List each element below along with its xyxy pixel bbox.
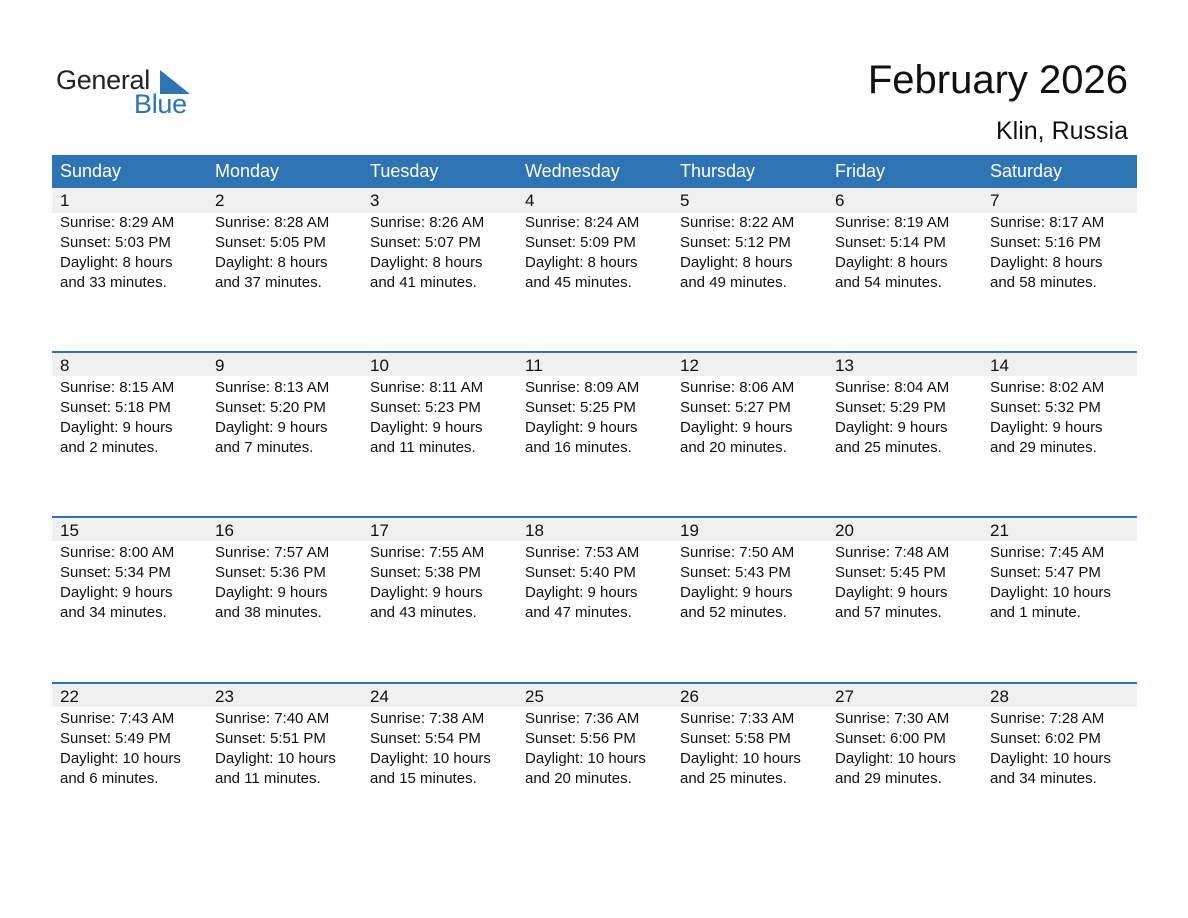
weekday-tuesday: Tuesday xyxy=(370,161,439,181)
day-number: 3 xyxy=(370,191,380,210)
day-number: 17 xyxy=(370,521,389,540)
sunset-text: Sunset: 5:03 PM xyxy=(60,234,171,251)
sunset-text: Sunset: 5:34 PM xyxy=(60,564,171,581)
sunrise-text: Sunrise: 7:33 AM xyxy=(680,710,795,727)
day-number: 27 xyxy=(835,687,854,706)
daylight-text: Daylight: 8 hours xyxy=(835,254,948,271)
sunset-text: Sunset: 5:54 PM xyxy=(370,730,481,747)
sunset-text: Sunset: 5:56 PM xyxy=(525,730,636,747)
daylight-minutes-text: and 57 minutes. xyxy=(835,604,942,621)
weekday-friday: Friday xyxy=(835,161,886,181)
day-number: 16 xyxy=(215,521,234,540)
sunrise-text: Sunrise: 8:17 AM xyxy=(990,214,1105,231)
sunrise-text: Sunrise: 8:02 AM xyxy=(990,379,1105,396)
sunset-text: Sunset: 5:45 PM xyxy=(835,564,946,581)
daylight-minutes-text: and 34 minutes. xyxy=(990,770,1097,787)
weekday-saturday: Saturday xyxy=(990,161,1063,181)
daylight-text: Daylight: 9 hours xyxy=(525,584,638,601)
daylight-minutes-text: and 38 minutes. xyxy=(215,604,322,621)
weekday-thursday: Thursday xyxy=(680,161,756,181)
day-number: 28 xyxy=(990,687,1009,706)
day-cell xyxy=(207,518,362,658)
day-cell xyxy=(52,188,207,328)
day-cell xyxy=(517,188,672,328)
daylight-minutes-text: and 7 minutes. xyxy=(215,439,314,456)
sunrise-text: Sunrise: 7:48 AM xyxy=(835,544,950,561)
day-cell xyxy=(207,188,362,328)
sunset-text: Sunset: 5:09 PM xyxy=(525,234,636,251)
day-cell xyxy=(207,684,362,824)
day-cell xyxy=(362,188,517,328)
sunrise-text: Sunrise: 7:57 AM xyxy=(215,544,330,561)
day-cell xyxy=(672,518,827,658)
day-cell xyxy=(827,684,982,824)
daylight-minutes-text: and 15 minutes. xyxy=(370,770,477,787)
sunrise-text: Sunrise: 8:00 AM xyxy=(60,544,175,561)
sunrise-text: Sunrise: 7:53 AM xyxy=(525,544,640,561)
day-cell xyxy=(982,353,1137,493)
sunrise-text: Sunrise: 8:13 AM xyxy=(215,379,330,396)
daylight-text: Daylight: 8 hours xyxy=(680,254,793,271)
day-number: 10 xyxy=(370,356,389,375)
sunrise-text: Sunrise: 7:43 AM xyxy=(60,710,175,727)
daylight-text: Daylight: 9 hours xyxy=(680,419,793,436)
day-number: 7 xyxy=(990,191,1000,210)
daylight-text: Daylight: 9 hours xyxy=(215,584,328,601)
day-cell xyxy=(672,684,827,824)
day-number: 26 xyxy=(680,687,699,706)
day-cell xyxy=(827,518,982,658)
daylight-text: Daylight: 8 hours xyxy=(215,254,328,271)
day-cell xyxy=(517,518,672,658)
day-number: 4 xyxy=(525,191,535,210)
day-number: 15 xyxy=(60,521,79,540)
sunrise-text: Sunrise: 7:50 AM xyxy=(680,544,795,561)
sunrise-text: Sunrise: 8:09 AM xyxy=(525,379,640,396)
sunrise-text: Sunrise: 7:30 AM xyxy=(835,710,950,727)
daylight-text: Daylight: 10 hours xyxy=(370,750,491,767)
month-title: February 2026 xyxy=(867,58,1128,102)
daylight-text: Daylight: 10 hours xyxy=(680,750,801,767)
calendar-week-row xyxy=(52,188,1137,328)
sunset-text: Sunset: 5:23 PM xyxy=(370,399,481,416)
day-cell xyxy=(362,518,517,658)
sunrise-text: Sunrise: 8:15 AM xyxy=(60,379,175,396)
day-number: 5 xyxy=(680,191,690,210)
day-number: 14 xyxy=(990,356,1009,375)
sunrise-text: Sunrise: 8:28 AM xyxy=(215,214,330,231)
day-cell xyxy=(982,684,1137,824)
day-number: 24 xyxy=(370,687,389,706)
sunset-text: Sunset: 5:40 PM xyxy=(525,564,636,581)
daylight-minutes-text: and 6 minutes. xyxy=(60,770,159,787)
sunset-text: Sunset: 5:25 PM xyxy=(525,399,636,416)
day-number: 23 xyxy=(215,687,234,706)
sunrise-text: Sunrise: 7:28 AM xyxy=(990,710,1105,727)
sunset-text: Sunset: 5:32 PM xyxy=(990,399,1101,416)
sunrise-text: Sunrise: 8:26 AM xyxy=(370,214,485,231)
day-cell xyxy=(982,188,1137,328)
day-cell xyxy=(827,188,982,328)
daylight-text: Daylight: 10 hours xyxy=(990,750,1111,767)
sunset-text: Sunset: 5:43 PM xyxy=(680,564,791,581)
daylight-minutes-text: and 52 minutes. xyxy=(680,604,787,621)
sunrise-text: Sunrise: 7:45 AM xyxy=(990,544,1105,561)
logo-text-general: General xyxy=(56,65,150,95)
daylight-text: Daylight: 8 hours xyxy=(525,254,638,271)
day-cell xyxy=(672,353,827,493)
daylight-minutes-text: and 34 minutes. xyxy=(60,604,167,621)
daylight-minutes-text: and 20 minutes. xyxy=(525,770,632,787)
daylight-text: Daylight: 8 hours xyxy=(990,254,1103,271)
sunset-text: Sunset: 5:38 PM xyxy=(370,564,481,581)
sunset-text: Sunset: 5:07 PM xyxy=(370,234,481,251)
day-number: 25 xyxy=(525,687,544,706)
sunrise-text: Sunrise: 8:11 AM xyxy=(370,379,484,396)
daylight-text: Daylight: 8 hours xyxy=(370,254,483,271)
daylight-text: Daylight: 9 hours xyxy=(370,584,483,601)
sunrise-text: Sunrise: 8:24 AM xyxy=(525,214,640,231)
sunrise-text: Sunrise: 7:36 AM xyxy=(525,710,640,727)
sunrise-text: Sunrise: 7:38 AM xyxy=(370,710,485,727)
day-cell xyxy=(52,518,207,658)
sunset-text: Sunset: 5:05 PM xyxy=(215,234,326,251)
daylight-text: Daylight: 9 hours xyxy=(60,419,173,436)
sunset-text: Sunset: 5:14 PM xyxy=(835,234,946,251)
day-number: 6 xyxy=(835,191,845,210)
calendar-week-row xyxy=(52,516,1137,656)
day-cell xyxy=(517,684,672,824)
weekday-header xyxy=(52,155,1137,188)
sunset-text: Sunset: 5:47 PM xyxy=(990,564,1101,581)
day-cell xyxy=(362,353,517,493)
generalblue-logo xyxy=(56,64,206,120)
day-number: 11 xyxy=(525,356,543,375)
daylight-minutes-text: and 11 minutes. xyxy=(370,439,476,456)
daylight-minutes-text: and 54 minutes. xyxy=(835,274,942,291)
day-cell xyxy=(362,684,517,824)
day-number: 2 xyxy=(215,191,225,210)
calendar-week-row xyxy=(52,682,1137,822)
day-number: 21 xyxy=(990,521,1009,540)
sunset-text: Sunset: 5:51 PM xyxy=(215,730,326,747)
daylight-text: Daylight: 8 hours xyxy=(60,254,173,271)
calendar-week-row xyxy=(52,351,1137,491)
daylight-text: Daylight: 10 hours xyxy=(835,750,956,767)
day-cell xyxy=(207,353,362,493)
location-label: Klin, Russia xyxy=(996,117,1128,145)
daylight-minutes-text: and 25 minutes. xyxy=(680,770,787,787)
daylight-minutes-text: and 2 minutes. xyxy=(60,439,159,456)
day-number: 9 xyxy=(215,356,225,375)
daylight-text: Daylight: 10 hours xyxy=(990,584,1111,601)
weekday-wednesday: Wednesday xyxy=(525,161,620,181)
day-number: 19 xyxy=(680,521,699,540)
daylight-minutes-text: and 41 minutes. xyxy=(370,274,477,291)
day-cell xyxy=(982,518,1137,658)
sunrise-text: Sunrise: 7:40 AM xyxy=(215,710,330,727)
daylight-text: Daylight: 9 hours xyxy=(60,584,173,601)
daylight-text: Daylight: 9 hours xyxy=(835,419,948,436)
sunrise-text: Sunrise: 8:29 AM xyxy=(60,214,175,231)
sunset-text: Sunset: 5:18 PM xyxy=(60,399,171,416)
sunset-text: Sunset: 5:27 PM xyxy=(680,399,791,416)
sunset-text: Sunset: 5:16 PM xyxy=(990,234,1101,251)
daylight-text: Daylight: 9 hours xyxy=(370,419,483,436)
daylight-minutes-text: and 29 minutes. xyxy=(990,439,1097,456)
logo-text-blue: Blue xyxy=(134,89,187,119)
day-number: 8 xyxy=(60,356,70,375)
weekday-sunday: Sunday xyxy=(60,161,122,181)
sunset-text: Sunset: 5:36 PM xyxy=(215,564,326,581)
day-number: 13 xyxy=(835,356,854,375)
day-number: 20 xyxy=(835,521,854,540)
daylight-minutes-text: and 11 minutes. xyxy=(215,770,321,787)
daylight-minutes-text: and 33 minutes. xyxy=(60,274,167,291)
sunset-text: Sunset: 5:58 PM xyxy=(680,730,791,747)
sunset-text: Sunset: 5:20 PM xyxy=(215,399,326,416)
daylight-text: Daylight: 9 hours xyxy=(835,584,948,601)
weekday-monday: Monday xyxy=(215,161,280,181)
daylight-minutes-text: and 20 minutes. xyxy=(680,439,787,456)
sunset-text: Sunset: 6:00 PM xyxy=(835,730,946,747)
sunrise-text: Sunrise: 8:04 AM xyxy=(835,379,950,396)
day-cell xyxy=(517,353,672,493)
daylight-text: Daylight: 10 hours xyxy=(215,750,336,767)
daylight-minutes-text: and 29 minutes. xyxy=(835,770,942,787)
day-cell xyxy=(672,188,827,328)
daylight-minutes-text: and 49 minutes. xyxy=(680,274,787,291)
day-cell xyxy=(52,684,207,824)
day-cell xyxy=(827,353,982,493)
daylight-text: Daylight: 9 hours xyxy=(990,419,1103,436)
daylight-minutes-text: and 47 minutes. xyxy=(525,604,632,621)
daylight-minutes-text: and 16 minutes. xyxy=(525,439,632,456)
daylight-minutes-text: and 58 minutes. xyxy=(990,274,1097,291)
daylight-minutes-text: and 43 minutes. xyxy=(370,604,477,621)
sunset-text: Sunset: 5:49 PM xyxy=(60,730,171,747)
daylight-minutes-text: and 1 minute. xyxy=(990,604,1081,621)
sunrise-text: Sunrise: 8:22 AM xyxy=(680,214,795,231)
daylight-text: Daylight: 9 hours xyxy=(680,584,793,601)
day-cell xyxy=(52,353,207,493)
day-number: 12 xyxy=(680,356,699,375)
daylight-text: Daylight: 10 hours xyxy=(60,750,181,767)
day-number: 1 xyxy=(60,191,70,210)
daylight-text: Daylight: 10 hours xyxy=(525,750,646,767)
sunrise-text: Sunrise: 8:06 AM xyxy=(680,379,795,396)
sunset-text: Sunset: 5:12 PM xyxy=(680,234,791,251)
daylight-minutes-text: and 25 minutes. xyxy=(835,439,942,456)
sunrise-text: Sunrise: 8:19 AM xyxy=(835,214,950,231)
daylight-minutes-text: and 37 minutes. xyxy=(215,274,322,291)
sunset-text: Sunset: 6:02 PM xyxy=(990,730,1101,747)
sunrise-text: Sunrise: 7:55 AM xyxy=(370,544,485,561)
sunset-text: Sunset: 5:29 PM xyxy=(835,399,946,416)
daylight-text: Daylight: 9 hours xyxy=(215,419,328,436)
day-number: 18 xyxy=(525,521,544,540)
day-number: 22 xyxy=(60,687,79,706)
daylight-text: Daylight: 9 hours xyxy=(525,419,638,436)
daylight-minutes-text: and 45 minutes. xyxy=(525,274,632,291)
